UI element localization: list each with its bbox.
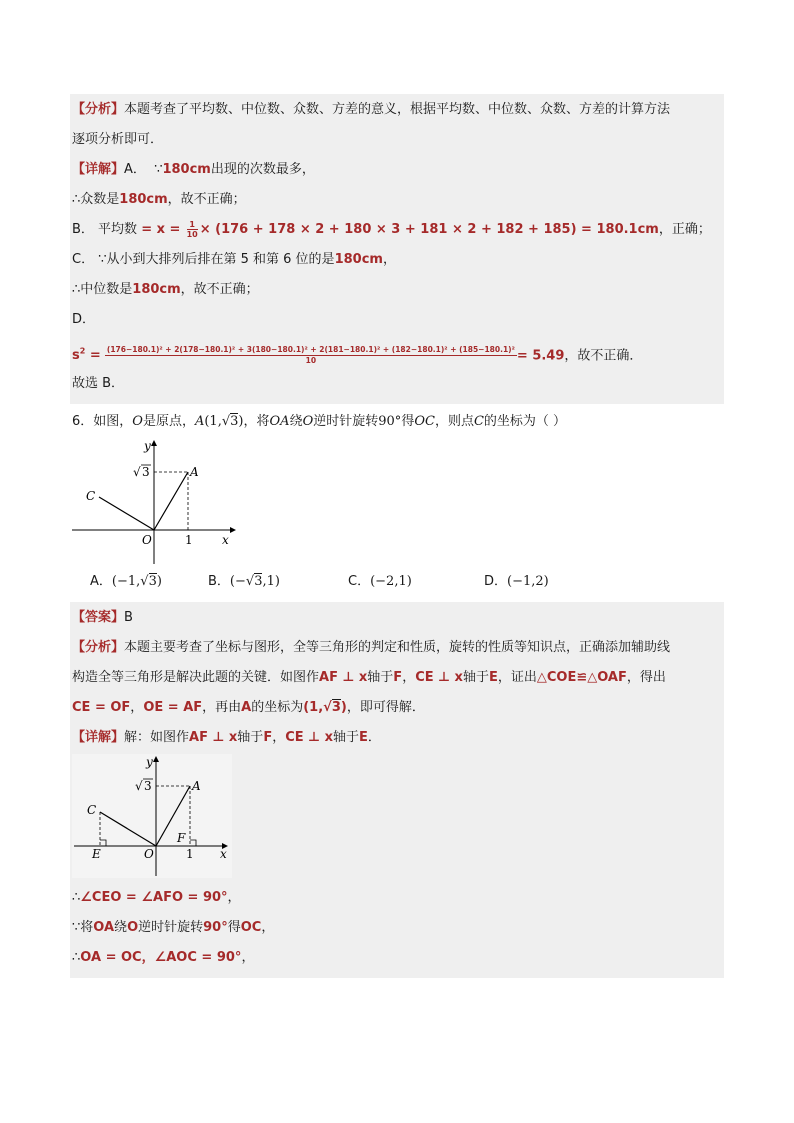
math: ) xyxy=(340,700,347,715)
y-axis-arrow xyxy=(151,440,157,446)
text: ，再由 xyxy=(202,700,242,715)
text: 出现的次数最多， xyxy=(210,162,315,177)
option-a[interactable]: A．(−1,√3) xyxy=(90,574,162,589)
q6-detail-line1 xyxy=(70,724,724,754)
text: ∴众数是 xyxy=(72,192,120,207)
tick-sqrt3-label: 3 xyxy=(144,779,152,793)
math: 90° xyxy=(378,414,402,429)
radicand: 3 xyxy=(230,414,239,429)
math: (−2,1) xyxy=(370,574,412,589)
math: (− xyxy=(229,574,246,589)
math: CE = OF xyxy=(72,700,131,715)
option-label: A． xyxy=(90,574,112,589)
text: 得 xyxy=(227,920,241,935)
detail-tag: 【详解】 xyxy=(72,730,125,745)
q5-detail-d xyxy=(70,306,724,336)
q6-analysis-line3 xyxy=(70,694,724,724)
q6-figure xyxy=(70,438,240,568)
math: F xyxy=(263,730,273,745)
exponent: 2 xyxy=(79,347,86,356)
q5-analysis-line2 xyxy=(70,126,724,156)
math: O xyxy=(132,414,143,429)
q6-step1 xyxy=(70,884,724,914)
analysis-text: 本题考查了平均数、中位数、众数、方差的意义，根据平均数、中位数、众数、方差的计算方法 xyxy=(124,102,671,117)
math: (−1, xyxy=(111,574,141,589)
option-label: D． xyxy=(72,312,96,327)
q6-answer xyxy=(70,602,724,634)
q5-detail-c2 xyxy=(70,276,724,306)
answer-tag: 【答案】 xyxy=(72,610,125,625)
text: ，证出 xyxy=(497,670,537,685)
math: ,1) xyxy=(262,574,280,589)
analysis-text: 本题主要考查了坐标与图形，全等三角形的判定和性质，旋转的性质等知识点，正确添加辅助线 xyxy=(124,640,671,655)
math: F xyxy=(393,670,403,685)
q6-step3 xyxy=(70,944,724,978)
math: = x = xyxy=(141,222,181,237)
math: AF ⊥ x xyxy=(189,730,238,745)
right-angle-f xyxy=(190,840,196,846)
x-label: x xyxy=(220,847,227,861)
radicand: 3 xyxy=(331,700,341,715)
numerator: (176−180.1)² + 2(178−180.1)² + 3(180−180.1)² + 2(181−180.1)² + (182−180.1)² + (185−180.1)² xyxy=(106,345,515,355)
value: 180cm xyxy=(132,282,181,297)
math: ∠CEO = ∠AFO = 90° xyxy=(80,890,228,905)
text: ， xyxy=(402,670,416,685)
therefore-symbol: ∴ xyxy=(72,890,81,905)
math: ) xyxy=(238,414,244,429)
because-symbol: ∵ xyxy=(154,162,163,177)
q6-solution-figure xyxy=(72,754,232,878)
math: O xyxy=(127,920,139,935)
x-label: x xyxy=(222,533,229,547)
math: (1, xyxy=(303,700,324,715)
numerator: 1 xyxy=(187,220,198,230)
math: (1, xyxy=(204,414,222,429)
math: AF ⊥ x xyxy=(319,670,368,685)
text: ，故不正确； xyxy=(180,282,259,297)
text: 是原点， xyxy=(142,414,195,429)
text: ，即可得解． xyxy=(346,700,425,715)
q6-step2 xyxy=(70,914,724,944)
q5-analysis-line1 xyxy=(70,94,724,126)
analysis-tag: 【分析】 xyxy=(72,102,125,117)
denominator: 10 xyxy=(186,230,198,239)
right-angle-e xyxy=(100,840,106,846)
text: ，将 xyxy=(243,414,270,429)
q5-solution-block xyxy=(70,94,724,404)
math: CE ⊥ x xyxy=(285,730,333,745)
q6-options xyxy=(70,568,724,598)
q6-stem: 6．如图，O是原点，A(1,√3)，将OA绕O逆时针旋转90°得OC，则点C的坐标为（ ） xyxy=(72,414,567,429)
text: ，正确； xyxy=(658,222,711,237)
text: 构造全等三角形是解决此题的关键．如图作 xyxy=(72,670,320,685)
text: 轴于 xyxy=(332,730,359,745)
q5-variance-line xyxy=(70,336,724,370)
text: ∴中位数是 xyxy=(72,282,133,297)
q5-detail-a2 xyxy=(70,186,724,216)
text: 故选 B． xyxy=(72,376,125,391)
text: 轴于 xyxy=(462,670,489,685)
math: OE = AF xyxy=(143,700,203,715)
tick-one-label: 1 xyxy=(186,847,194,861)
math: C xyxy=(473,414,484,429)
segment-oa xyxy=(154,472,188,530)
q6-solution-figure-wrap xyxy=(72,754,232,878)
text: B． 平均数 xyxy=(72,222,138,237)
segment-oc xyxy=(100,812,156,846)
text: ， xyxy=(272,730,286,745)
tick-sqrt3-label: 3 xyxy=(142,465,150,479)
text: ， xyxy=(261,920,275,935)
math: (−1,2) xyxy=(507,574,549,589)
math: 90° xyxy=(203,920,228,935)
fraction xyxy=(187,220,198,239)
math: A xyxy=(241,700,252,715)
analysis-text: 逐项分析即可． xyxy=(72,132,164,147)
math: ) xyxy=(156,574,162,589)
q5-choose xyxy=(70,370,724,404)
option-label: C． xyxy=(348,574,371,589)
text: 得 xyxy=(401,414,415,429)
value: 180cm xyxy=(334,252,383,267)
q5-detail-a xyxy=(70,156,724,186)
math: OA = OC，∠AOC = 90° xyxy=(80,950,242,965)
text: 逆时针旋转 xyxy=(138,920,204,935)
point-f-label: F xyxy=(177,831,186,845)
radicand: 3 xyxy=(254,574,263,589)
tick-one-label: 1 xyxy=(185,533,193,547)
answer-value: B xyxy=(124,610,133,625)
text: 逆时针旋转 xyxy=(313,414,379,429)
segment-oc xyxy=(99,497,154,530)
point-a-label: A xyxy=(190,465,199,479)
text: 解：如图作 xyxy=(124,730,190,745)
point-c-label: C xyxy=(86,489,96,503)
text: ∵将 xyxy=(72,920,94,935)
q6-solution-block xyxy=(70,602,724,978)
text: ， xyxy=(382,252,396,267)
value: 180cm xyxy=(162,162,211,177)
text: ． xyxy=(367,730,381,745)
s-symbol: s xyxy=(72,348,80,364)
analysis-tag: 【分析】 xyxy=(72,640,125,655)
text: ，故不正确． xyxy=(564,348,643,364)
text: 绕 xyxy=(114,920,128,935)
sqrt-symbol: √ xyxy=(133,465,141,479)
q5-detail-b xyxy=(70,216,724,246)
variance-fraction xyxy=(105,345,517,366)
text: 绕 xyxy=(289,414,303,429)
math: △COE≌△OAF xyxy=(536,670,627,685)
origin-label: O xyxy=(142,533,152,547)
math: OA xyxy=(269,414,290,429)
detail-tag: 【详解】 xyxy=(72,162,125,177)
math: (1,√3) xyxy=(303,700,347,715)
option-c[interactable] xyxy=(348,568,412,596)
option-d[interactable] xyxy=(484,568,549,596)
text: ，得出 xyxy=(626,670,666,685)
y-label: y xyxy=(144,439,151,453)
sqrt-symbol: √ xyxy=(135,779,143,793)
text: 轴于 xyxy=(367,670,394,685)
option-label: B． xyxy=(208,574,230,589)
option-label: D． xyxy=(484,574,508,589)
text: 6．如图， xyxy=(72,414,133,429)
therefore-symbol: ∴ xyxy=(72,950,81,965)
variance-result: = 5.49 xyxy=(516,348,565,364)
math-expression: × (176 + 178 × 2 + 180 × 3 + 181 × 2 + 182 + 185) = 180.1cm xyxy=(199,222,659,237)
q6-analysis-line2 xyxy=(70,664,724,694)
math: A xyxy=(194,414,205,429)
point-a-label: A xyxy=(192,779,201,793)
q6-analysis-line1 xyxy=(70,634,724,664)
radicand: 3 xyxy=(148,574,157,589)
math: OC xyxy=(414,414,435,429)
point-e-label: E xyxy=(92,847,101,861)
text: 轴于 xyxy=(237,730,264,745)
math: OA xyxy=(93,920,115,935)
q5-detail-c xyxy=(70,246,724,276)
math: E xyxy=(488,670,498,685)
math: OC xyxy=(240,920,262,935)
text: ， xyxy=(227,890,241,905)
math: O xyxy=(302,414,314,429)
text: ， xyxy=(241,950,255,965)
page-content xyxy=(70,94,724,978)
x-axis-arrow xyxy=(230,527,236,533)
option-b[interactable]: B．(−√3,1) xyxy=(208,574,280,589)
text: 的坐标为（ ） xyxy=(483,414,567,429)
variance-lhs: $s^2$ = xyxy=(72,347,101,364)
point-c-label: C xyxy=(87,803,97,817)
math: E xyxy=(358,730,368,745)
value: 180cm xyxy=(119,192,168,207)
text: C． ∵从小到大排列后排在第 5 和第 6 位的是 xyxy=(72,252,335,267)
origin-label: O xyxy=(144,847,154,861)
math: CE ⊥ x xyxy=(415,670,463,685)
y-axis-arrow xyxy=(153,756,159,762)
option-label: A． xyxy=(124,162,146,177)
denominator: 10 xyxy=(305,356,317,366)
y-label: y xyxy=(146,755,153,769)
text: ，故不正确； xyxy=(167,192,246,207)
text: ，则点 xyxy=(434,414,474,429)
text: 的坐标为 xyxy=(251,700,304,715)
text: ， xyxy=(130,700,144,715)
